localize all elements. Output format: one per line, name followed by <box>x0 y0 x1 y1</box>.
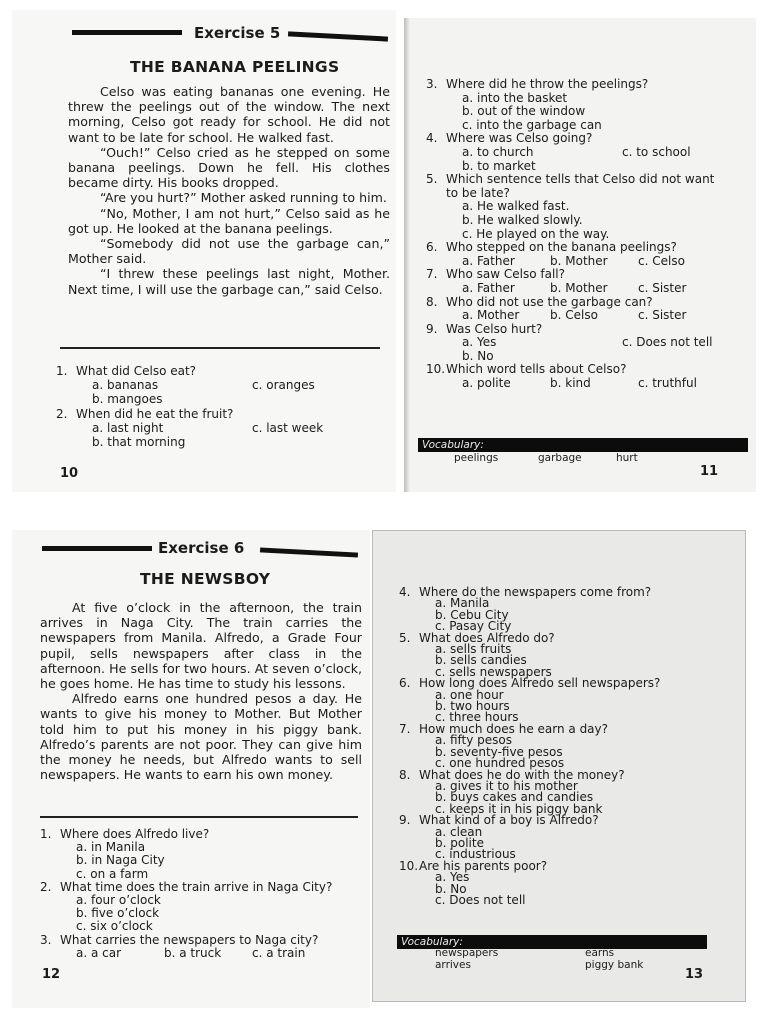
option-row <box>426 92 752 106</box>
option-row <box>426 146 752 160</box>
answer-option: c. oranges <box>252 378 315 392</box>
question-number: 5. <box>426 172 438 187</box>
question-text <box>426 363 752 377</box>
question-prompt: Who stepped on the banana peelings? <box>446 240 677 255</box>
page-number: 13 <box>685 967 704 982</box>
answer-option: c. Does not tell <box>435 892 526 907</box>
vocabulary-bar: Vocabulary: <box>397 935 707 949</box>
vocabulary-word: newspapers <box>435 947 499 959</box>
answer-option: c. three hours <box>435 710 519 725</box>
option-row <box>426 160 752 174</box>
vocabulary-bar: Vocabulary: <box>418 438 748 452</box>
question-number: 1. <box>56 364 68 378</box>
answer-option: c. six o’clock <box>76 919 153 934</box>
answer-option: b. a truck <box>164 945 222 960</box>
story-paragraph: “I threw these peelings last night, Mother. Next time, I will use the garbage can,” said Celso. <box>68 266 390 297</box>
option-row <box>426 377 752 391</box>
answer-option: a. a car <box>76 945 122 960</box>
answer-option: c. on a farm <box>76 866 149 881</box>
question <box>426 78 752 132</box>
question-number: 8. <box>426 294 438 309</box>
question-number: 6. <box>426 240 438 255</box>
answer-option: c. industrious <box>435 847 516 862</box>
exercise-bar-left <box>42 546 152 551</box>
question <box>40 881 370 934</box>
option-row <box>426 228 752 242</box>
story-paragraph: “Somebody did not use the garbage can,” Mother said. <box>68 236 390 267</box>
answer-option: c. one hundred pesos <box>435 756 565 771</box>
question-text <box>426 323 752 337</box>
question-number: 4. <box>399 585 411 599</box>
answer-option: b. polite <box>435 835 484 850</box>
question <box>399 721 739 771</box>
option-row <box>426 336 752 350</box>
option-row <box>56 421 386 435</box>
question-number: 8. <box>399 767 411 782</box>
question-prompt: What did Celso eat? <box>76 364 197 378</box>
question <box>426 173 752 241</box>
answer-option: c. Pasay City <box>435 619 512 634</box>
question <box>426 241 752 268</box>
question-text <box>426 268 752 282</box>
question <box>399 815 739 861</box>
answer-option: b. No <box>462 348 494 363</box>
question <box>426 363 752 390</box>
question <box>399 630 739 679</box>
answer-option: b. out of the window <box>462 104 586 119</box>
story-paragraph: “No, Mother, I am not hurt,” Celso said as he got up. He looked at the banana peelings. <box>68 205 390 236</box>
question-prompt: Where does Alfredo live? <box>60 827 210 841</box>
question-prompt: What time does the train arrive in Naga City? <box>60 879 333 894</box>
answer-option: b. in Naga City <box>76 853 165 868</box>
story-paragraph: “Are you hurt?” Mother asked running to him. <box>100 190 387 206</box>
question-list <box>399 587 739 906</box>
answer-option: a. Yes <box>435 870 470 885</box>
story-paragraph: Celso was eating bananas one evening. He threw the peelings out of the window. The next morning, Celso got ready for school. He did not want to be late for school. He walked fast. <box>68 84 390 145</box>
option-row <box>426 105 752 119</box>
vocabulary-word: earns <box>585 947 615 959</box>
page-number: 12 <box>42 967 61 982</box>
option-row <box>426 255 752 269</box>
question-text-continued: to be late? <box>446 185 510 200</box>
question-text <box>426 296 752 310</box>
answer-option: a. clean <box>435 824 483 839</box>
answer-option: b. two hours <box>435 699 510 714</box>
exercise-bar-right <box>288 31 388 41</box>
question-text <box>56 407 386 421</box>
answer-option: b. kind <box>550 376 591 391</box>
answer-option: b. Celso <box>550 308 598 323</box>
vocabulary-word: arrives <box>435 959 471 971</box>
answer-option: b. No <box>435 881 467 896</box>
exercise-bar-right <box>260 547 358 557</box>
option-row <box>56 392 386 406</box>
vocabulary-words <box>454 452 734 466</box>
answer-option: a. He walked fast. <box>462 199 570 214</box>
question-prompt: When did he eat the fruit? <box>76 407 234 421</box>
question-number: 9. <box>426 321 438 336</box>
option-row <box>40 947 370 960</box>
answer-option: b. mangoes <box>92 392 163 406</box>
answer-option: b. Mother <box>550 253 608 268</box>
answer-option: a. Mother <box>462 308 520 323</box>
answer-option: b. buys cakes and candies <box>435 790 594 805</box>
question-number: 2. <box>40 879 52 894</box>
page-13 <box>372 530 746 1002</box>
question <box>399 678 739 724</box>
question-prompt: Where was Celso going? <box>446 131 593 146</box>
option-row <box>426 214 752 228</box>
question <box>399 858 739 907</box>
question-prompt: What does Alfredo do? <box>419 630 555 645</box>
answer-option: b. five o’clock <box>76 906 160 921</box>
question-prompt: Which sentence tells that Celso did not want <box>446 172 715 187</box>
answer-option: a. four o’clock <box>76 893 161 908</box>
option-row <box>56 435 386 449</box>
question-prompt: How much does he earn a day? <box>419 721 609 736</box>
answer-option: c. Sister <box>638 280 687 295</box>
answer-option: a. last night <box>92 421 164 435</box>
question-prompt: Who saw Celso fall? <box>446 267 565 282</box>
page-10 <box>12 10 396 492</box>
answer-option: c. last week <box>252 421 324 435</box>
question-prompt: Where did he throw the peelings? <box>446 77 649 91</box>
question-number: 9. <box>399 813 411 828</box>
vocabulary-word: garbage <box>538 452 582 464</box>
story-text <box>68 84 390 297</box>
question-text <box>40 934 370 947</box>
question-text <box>426 241 752 255</box>
answer-option: b. Mother <box>550 280 608 295</box>
question-text <box>426 78 752 92</box>
question-text <box>56 364 386 378</box>
answer-option: a. bananas <box>92 378 159 392</box>
question-number: 10. <box>399 858 419 873</box>
page-12 <box>12 530 370 1008</box>
answer-option: a. to church <box>462 144 534 159</box>
answer-option: c. to school <box>622 144 691 159</box>
answer-option: c. Celso <box>638 253 685 268</box>
answer-option: c. Sister <box>638 308 687 323</box>
page-number: 11 <box>700 464 719 479</box>
question-prompt: How long does Alfredo sell newspapers? <box>419 676 661 691</box>
question-prompt: Are his parents poor? <box>419 858 548 873</box>
answer-option: b. seventy-five pesos <box>435 744 563 759</box>
story-title: THE BANANA PEELINGS <box>130 58 340 76</box>
question <box>426 268 752 295</box>
option-row <box>426 350 752 364</box>
page-number: 10 <box>60 466 79 481</box>
question-list <box>56 364 386 450</box>
question-prompt: Where do the newspapers come from? <box>419 585 652 599</box>
question-number: 5. <box>399 630 411 645</box>
exercise-bar-left <box>72 30 182 35</box>
question-prompt: Was Celso hurt? <box>446 321 543 336</box>
question-prompt: What does he do with the money? <box>419 767 625 782</box>
answer-option: a. fifty pesos <box>435 733 513 748</box>
question-number: 4. <box>426 131 438 146</box>
question <box>40 934 370 960</box>
question-prompt: What kind of a boy is Alfredo? <box>419 813 599 828</box>
divider <box>40 816 358 818</box>
answer-option: a. Father <box>462 280 515 295</box>
vocabulary-word: piggy bank <box>585 959 644 971</box>
divider <box>60 347 380 349</box>
exercise-label: Exercise 6 <box>158 539 245 557</box>
answer-option: a. Father <box>462 253 515 268</box>
option-row <box>399 892 739 907</box>
question <box>426 132 752 173</box>
question-number: 7. <box>426 267 438 282</box>
vocabulary-word: peelings <box>454 452 499 464</box>
question-text <box>426 173 752 187</box>
answer-option: c. a train <box>252 945 306 960</box>
answer-option: b. to market <box>462 158 536 173</box>
option-row <box>56 378 386 392</box>
answer-option: a. sells fruits <box>435 642 512 657</box>
question-number: 7. <box>399 721 411 736</box>
question-prompt: Who did not use the garbage can? <box>446 294 653 309</box>
question-prompt: Which word tells about Celso? <box>446 362 627 377</box>
answer-option: a. polite <box>462 376 511 391</box>
answer-option: b. that morning <box>92 435 186 449</box>
question-prompt: What carries the newspapers to Naga city? <box>60 932 319 947</box>
option-row <box>40 854 370 867</box>
option-row <box>426 200 752 214</box>
question <box>56 364 386 406</box>
answer-option: c. into the garbage can <box>462 117 602 132</box>
exercise-label: Exercise 5 <box>194 24 281 42</box>
answer-option: c. sells newspapers <box>435 664 552 679</box>
question <box>426 296 752 323</box>
question <box>426 323 752 364</box>
answer-option: a. in Manila <box>76 840 146 855</box>
option-row <box>426 119 752 133</box>
answer-option: c. keeps it in his piggy bank <box>435 801 603 816</box>
answer-option: a. into the basket <box>462 90 568 105</box>
question-number: 10. <box>426 362 446 377</box>
answer-option: b. sells candies <box>435 653 527 668</box>
question <box>399 767 739 816</box>
question <box>399 587 739 633</box>
question <box>40 828 370 881</box>
question-list <box>40 828 370 960</box>
answer-option: a. gives it to his mother <box>435 778 578 793</box>
answer-option: a. one hour <box>435 687 504 702</box>
question-number: 1. <box>40 827 52 841</box>
vocabulary-word: hurt <box>616 452 638 464</box>
answer-option: c. truthful <box>638 376 697 391</box>
question-number: 3. <box>40 932 52 947</box>
question-number: 2. <box>56 407 68 421</box>
story-text <box>40 600 362 782</box>
question-number: 3. <box>426 77 438 91</box>
page-11 <box>404 18 756 492</box>
story-paragraph: At five o’clock in the afternoon, the train arrives in Naga City. The train carries the newspapers from Manila. Alfredo, a Grade Four pupil, sells newspapers after class in the afternoon. He sells for two hours. At seven o’clock, he goes home. He has time to study his lessons. <box>40 600 362 692</box>
answer-option: c. He played on the way. <box>462 226 610 241</box>
question-number: 6. <box>399 676 411 691</box>
story-paragraph: Alfredo earns one hundred pesos a day. He wants to give his money to Mother. But Mother told him to put his money in his piggy bank. Alfredo’s parents are not poor. They can give him the money he needs, but Alfredo wants to sell newspapers. He wants to earn his own money. <box>40 691 362 783</box>
answer-option: a. Yes <box>462 335 497 350</box>
answer-option: b. He walked slowly. <box>462 212 583 227</box>
story-paragraph: “Ouch!” Celso cried as he stepped on some banana peelings. Down he fell. His clothes became dirty. His books dropped. <box>68 144 390 191</box>
option-row <box>426 282 752 296</box>
question-list <box>426 78 752 391</box>
answer-option: c. Does not tell <box>622 335 713 350</box>
option-row <box>426 309 752 323</box>
question-text <box>426 132 752 146</box>
vocabulary-words <box>435 947 695 975</box>
answer-option: a. Manila <box>435 596 490 611</box>
story-title: THE NEWSBOY <box>140 570 271 588</box>
question <box>56 407 386 449</box>
answer-option: b. Cebu City <box>435 607 509 622</box>
